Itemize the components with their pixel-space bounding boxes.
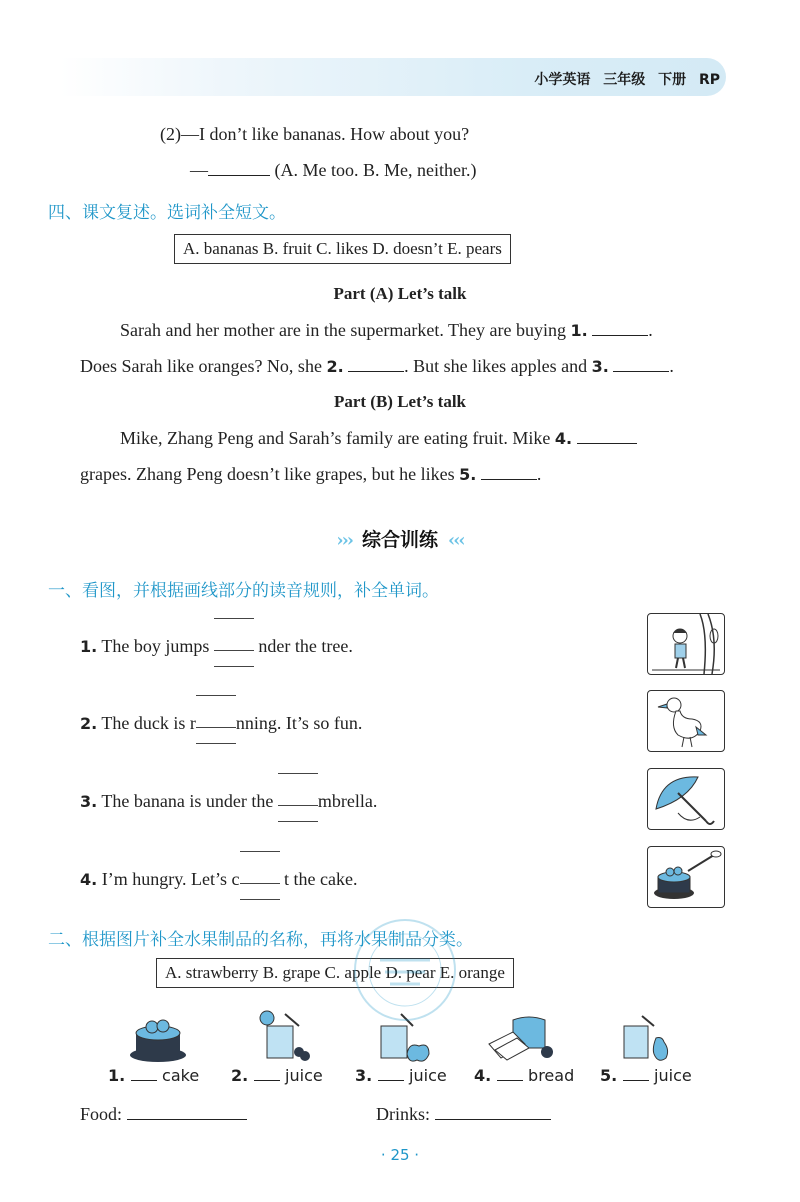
header-title: 小学英语 三年级 下册 RP bbox=[534, 72, 720, 88]
food-picture-bread bbox=[485, 1014, 555, 1066]
partA-line1-text: Sarah and her mother are in the supermarket. They are buying bbox=[120, 320, 571, 340]
product-num-2: 2. bbox=[231, 1066, 249, 1085]
product-word-3: juice bbox=[409, 1066, 447, 1085]
umbrella-icon bbox=[648, 769, 724, 829]
phonics-num-2: 2. bbox=[80, 714, 98, 733]
answer-blank[interactable] bbox=[208, 174, 270, 176]
partB-line2: grapes. Zhang Peng doesn’t like grapes, but he likes 5. . bbox=[80, 464, 542, 484]
blank-4[interactable] bbox=[577, 442, 637, 444]
partA-line2-text-a: Does Sarah like oranges? No, she bbox=[80, 356, 327, 376]
phonics-num-3: 3. bbox=[80, 792, 98, 811]
product-num-4: 4. bbox=[474, 1066, 492, 1085]
phonics-before-1: The boy jumps bbox=[101, 636, 214, 656]
phonics-item-2 bbox=[80, 709, 362, 734]
phonics-after-1: nder the tree. bbox=[258, 636, 353, 656]
phonics-after-3: mbrella. bbox=[317, 791, 378, 811]
food-category bbox=[80, 1104, 247, 1125]
phonics-item-1 bbox=[80, 632, 353, 657]
product-blank-1[interactable] bbox=[131, 1079, 157, 1081]
section4-heading: 四、课文复述。选词补全短文。 bbox=[48, 203, 286, 223]
phonics-item-3 bbox=[80, 787, 377, 812]
partB-title: Part (B) Let’s talk bbox=[333, 392, 467, 411]
product-num-5: 5. bbox=[600, 1066, 618, 1085]
duck-icon bbox=[648, 691, 724, 751]
blank-5[interactable] bbox=[481, 478, 537, 480]
products-word-bank: A. strawberry B. grape C. apple D. pear E. orange bbox=[156, 958, 514, 988]
phonics-before-3: The banana is under the bbox=[101, 791, 278, 811]
blank-number-2: 2. bbox=[326, 357, 344, 376]
blank-number-1: 1. bbox=[570, 321, 588, 340]
product-num-3: 3. bbox=[355, 1066, 373, 1085]
drinks-category bbox=[376, 1104, 551, 1125]
drinks-blank[interactable] bbox=[435, 1118, 551, 1120]
product-num-1: 1. bbox=[108, 1066, 126, 1085]
product-word-1: cake bbox=[162, 1066, 200, 1085]
phonics-before-4: I’m hungry. Let’s c bbox=[101, 869, 240, 889]
phonics-after-4: t the cake. bbox=[284, 869, 358, 889]
food-label: Food: bbox=[80, 1104, 123, 1124]
product-label-2 bbox=[231, 1066, 323, 1086]
food-picture-cake bbox=[128, 1015, 188, 1067]
partB-line1-text: Mike, Zhang Peng and Sarah’s family are eating fruit. Mike bbox=[120, 428, 555, 448]
product-label-3 bbox=[355, 1066, 447, 1086]
food-picture-pear-juice bbox=[622, 1012, 672, 1068]
grape-juice-icon bbox=[255, 1010, 315, 1064]
watermark-stamp bbox=[340, 910, 470, 1030]
phonics-blank-4[interactable] bbox=[240, 865, 280, 885]
phonics-after-2: nning. It’s so fun. bbox=[235, 713, 363, 733]
phonics-num-4: 4. bbox=[80, 870, 98, 889]
training-title: 综合训练 bbox=[361, 529, 438, 551]
product-blank-3[interactable] bbox=[378, 1079, 404, 1081]
section4-word-bank: A. bananas B. fruit C. likes D. doesn’t E. pears bbox=[174, 234, 511, 264]
answer-options: (A. Me too. B. Me, neither.) bbox=[274, 160, 477, 180]
duck-picture bbox=[647, 690, 725, 752]
boy-tree-icon bbox=[648, 614, 724, 674]
blank-2[interactable] bbox=[348, 370, 404, 372]
phonics-item-4 bbox=[80, 865, 357, 890]
page-number: · 25 · bbox=[380, 1146, 420, 1164]
pear-juice-icon bbox=[622, 1012, 672, 1064]
partA-line1: Sarah and her mother are in the supermarket. They are buying 1. . bbox=[120, 320, 653, 340]
answer-dash: — bbox=[190, 160, 208, 180]
drinks-label: Drinks: bbox=[376, 1104, 430, 1124]
product-label-4 bbox=[474, 1066, 574, 1086]
cut-cake-picture bbox=[647, 846, 725, 908]
dialogue-answer bbox=[190, 160, 476, 181]
blank-number-3: 3. bbox=[591, 357, 609, 376]
phonics-num-1: 1. bbox=[80, 637, 98, 656]
phonics-before-2: The duck is r bbox=[101, 713, 196, 733]
partA-title: Part (A) Let’s talk bbox=[333, 284, 467, 303]
product-label-5 bbox=[600, 1066, 692, 1086]
food-blank[interactable] bbox=[127, 1118, 247, 1120]
phonics-blank-2[interactable] bbox=[196, 709, 236, 729]
product-word-5: juice bbox=[654, 1066, 692, 1085]
phonics-heading: 一、看图，并根据画线部分的读音规则，补全单词。 bbox=[48, 581, 439, 601]
cake-knife-icon bbox=[648, 847, 724, 907]
partB-line2-text: grapes. Zhang Peng doesn’t like grapes, but he likes bbox=[80, 464, 460, 484]
food-picture-grape-juice bbox=[255, 1010, 315, 1068]
partB-line1 bbox=[120, 428, 637, 449]
dialogue-question: (2)—I don’t like bananas. How about you? bbox=[160, 124, 470, 144]
banner-left-arrows: ››› bbox=[336, 530, 352, 551]
phonics-blank-3[interactable] bbox=[278, 787, 318, 807]
bread-icon bbox=[485, 1014, 555, 1062]
partA-line2-text-b: . But she likes apples and bbox=[404, 356, 592, 376]
product-blank-5[interactable] bbox=[623, 1079, 649, 1081]
phonics-blank-1[interactable] bbox=[214, 632, 254, 652]
product-blank-2[interactable] bbox=[254, 1079, 280, 1081]
product-word-2: juice bbox=[285, 1066, 323, 1085]
cake-icon bbox=[128, 1015, 188, 1063]
product-label-1 bbox=[108, 1066, 199, 1086]
product-word-4: bread bbox=[528, 1066, 575, 1085]
product-blank-4[interactable] bbox=[497, 1079, 523, 1081]
banner-right-arrows: ‹‹‹ bbox=[448, 530, 464, 551]
boy-under-tree-picture bbox=[647, 613, 725, 675]
training-banner bbox=[0, 525, 800, 552]
blank-number-5: 5. bbox=[459, 465, 477, 484]
blank-3[interactable] bbox=[613, 370, 669, 372]
blank-1[interactable] bbox=[592, 334, 648, 336]
umbrella-picture bbox=[647, 768, 725, 830]
products-heading: 二、根据图片补全水果制品的名称，再将水果制品分类。 bbox=[48, 930, 473, 950]
blank-number-4: 4. bbox=[554, 429, 573, 448]
partA-line2: Does Sarah like oranges? No, she 2. . But she likes apples and 3. . bbox=[80, 356, 674, 376]
